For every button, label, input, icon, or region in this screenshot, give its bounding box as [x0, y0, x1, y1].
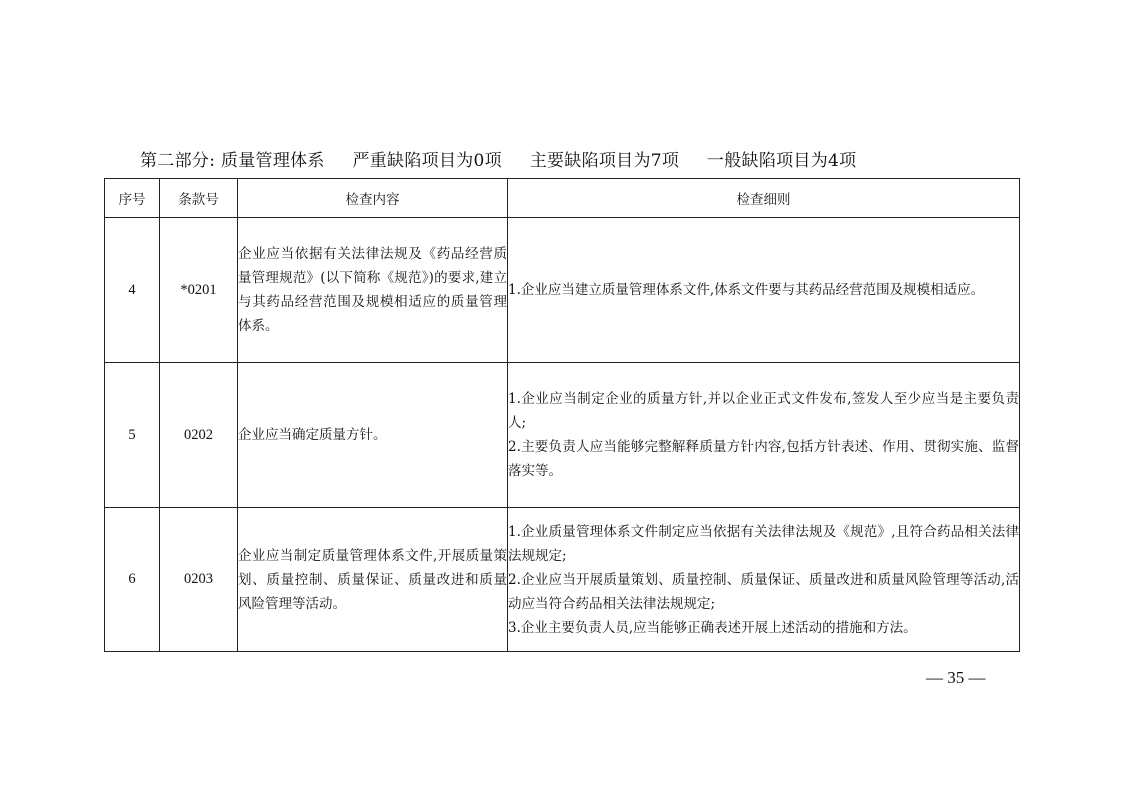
row-serial-number: 6	[105, 508, 160, 652]
header-check-content: 检查内容	[238, 179, 508, 218]
header-clause-number: 条款号	[160, 179, 238, 218]
page-number: — 35 —	[926, 668, 986, 687]
detail-item: 1.企业质量管理体系文件制定应当依据有关法律法规及《规范》,且符合药品相关法律法规规定;	[508, 523, 1019, 564]
header-serial-number: 序号	[105, 179, 160, 218]
row-check-content: 企业应当确定质量方针。	[238, 363, 508, 508]
row-clause-number: 0202	[160, 363, 238, 508]
table-row	[105, 218, 1020, 363]
heading-general-count: 一般缺陷项目为4项	[706, 151, 857, 171]
row-check-details	[508, 508, 1020, 652]
row-clause-number: *0201	[160, 218, 238, 363]
detail-item: 3.企业主要负责人员,应当能够正确表述开展上述活动的措施和方法。	[508, 619, 917, 636]
table-header-row	[105, 179, 1020, 218]
table-row	[105, 363, 1020, 508]
row-check-details	[508, 218, 1020, 363]
inspection-table	[104, 178, 1020, 652]
row-check-details	[508, 363, 1020, 508]
table-row	[105, 508, 1020, 652]
row-check-content: 企业应当制定质量管理体系文件,开展质量策划、质量控制、质量保证、质量改进和质量风险管理等活动。	[238, 508, 508, 652]
row-check-content: 企业应当依据有关法律法规及《药品经营质量管理规范》(以下简称《规范》)的要求,建立与其药品经营范围及规模相适应的质量管理体系。	[238, 218, 508, 363]
heading-major-count: 主要缺陷项目为7项	[529, 151, 680, 171]
heading-serious-count: 严重缺陷项目为0项	[352, 151, 502, 171]
detail-item: 2.主要负责人应当能够完整解释质量方针内容,包括方针表述、作用、贯彻实施、监督落实等。	[508, 439, 1019, 479]
section-heading	[140, 146, 856, 171]
detail-item: 1.企业应当建立质量管理体系文件,体系文件要与其药品经营范围及规模相适应。	[508, 282, 985, 298]
row-serial-number: 4	[105, 218, 160, 363]
detail-item: 2.企业应当开展质量策划、质量控制、质量保证、质量改进和质量风险管理等活动,活动应当符合药品相关法律法规规定;	[508, 571, 1019, 612]
row-serial-number: 5	[105, 363, 160, 508]
header-check-details: 检查细则	[508, 179, 1020, 218]
detail-item: 1.企业应当制定企业的质量方针,并以企业正式文件发布,签发人至少应当是主要负责人;	[508, 391, 1019, 431]
row-clause-number: 0203	[160, 508, 238, 652]
heading-part: 第二部分: 质量管理体系	[140, 151, 325, 171]
